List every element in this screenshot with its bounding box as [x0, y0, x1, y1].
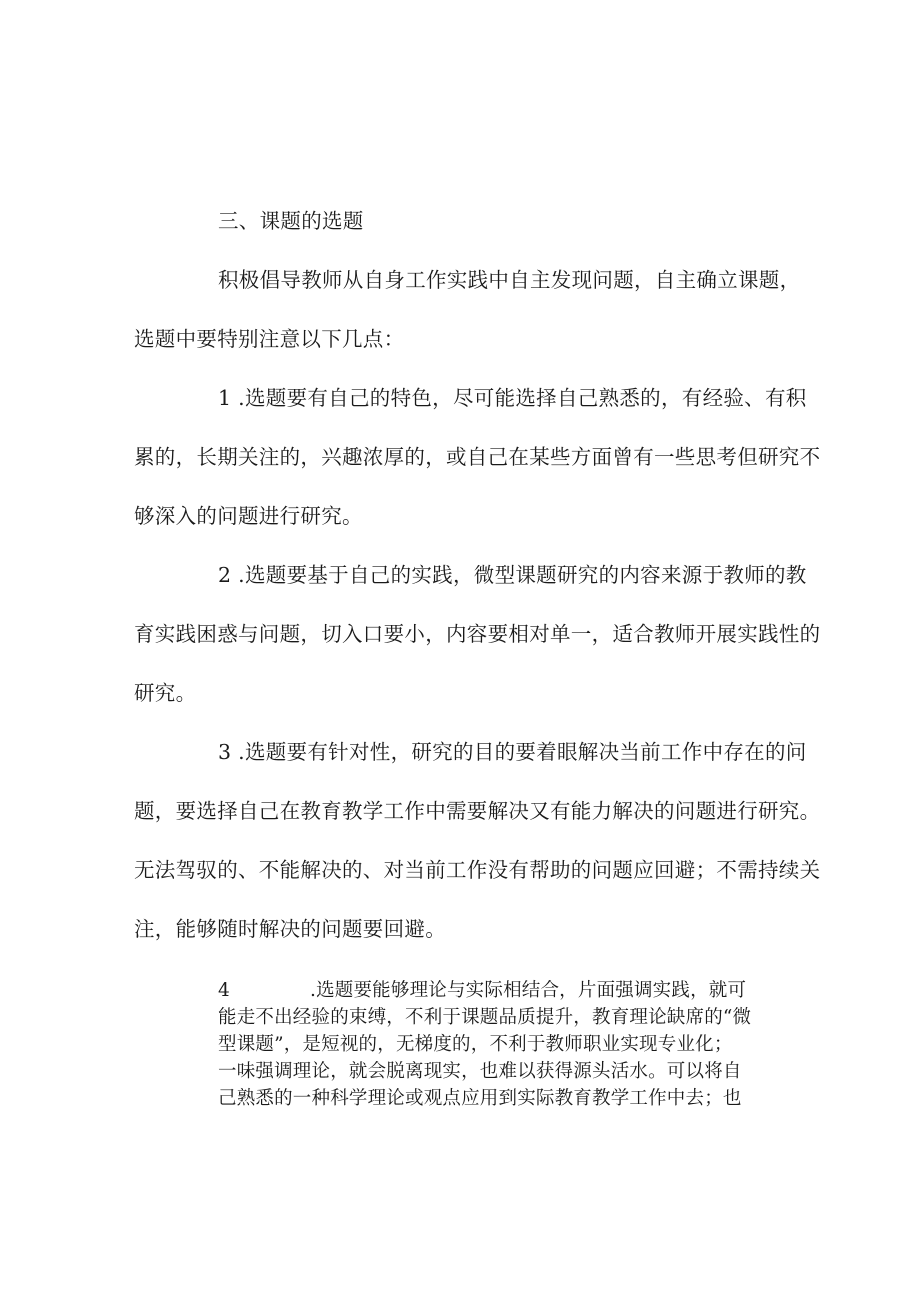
item2-line-3: 研究。 — [134, 681, 197, 705]
item4-line-4: 一味强调理论，就会脱离现实，也难以获得源头活水。可以将自 — [218, 1061, 742, 1082]
item4-number: 4 — [218, 980, 230, 1001]
item4-line-5: 己熟悉的一种科学理论或观点应用到实际教育教学工作中去；也 — [218, 1088, 742, 1109]
item4-line-1: .选题要能够理论与实际相结合，片面强调实践，就可 — [310, 980, 747, 1001]
intro-line-1: 积极倡导教师从自身工作实践中自主发现问题，自主确立课题， — [218, 268, 801, 292]
item3-line-1: 3 .选题要有针对性，研究的目的要着眼解决当前工作中存在的问 — [218, 740, 807, 764]
item4-line-2: 能走不出经验的束缚，不利于课题品质提升，教育理论缺席的“微 — [218, 1007, 752, 1028]
item3-line-3: 无法驾驭的、不能解决的、对当前工作没有帮助的问题应回避；不需持续关 — [134, 858, 821, 882]
item2-line-2: 育实践困惑与问题，切入口要小，内容要相对单一，适合教师开展实践性的 — [134, 622, 821, 646]
item3-line-4: 注，能够随时解决的问题要回避。 — [134, 917, 446, 941]
item4-line-3: 型课题”，是短视的，无梯度的，不利于教师职业实现专业化； — [218, 1034, 733, 1055]
item1-line-2: 累的，长期关注的，兴趣浓厚的，或自己在某些方面曾有一些思考但研究不 — [134, 445, 821, 469]
intro-line-2: 选题中要特别注意以下几点： — [134, 327, 405, 351]
item2-line-1: 2 .选题要基于自己的实践，微型课题研究的内容来源于教师的教 — [218, 563, 807, 587]
item1-line-3: 够深入的问题进行研究。 — [134, 504, 363, 528]
item3-line-2: 题，要选择自己在教育教学工作中需要解决又有能力解决的问题进行研究。 — [134, 799, 821, 823]
item1-line-1: 1 .选题要有自己的特色，尽可能选择自己熟悉的，有经验、有积 — [218, 386, 807, 410]
section-heading: 三、课题的选题 — [218, 209, 364, 233]
